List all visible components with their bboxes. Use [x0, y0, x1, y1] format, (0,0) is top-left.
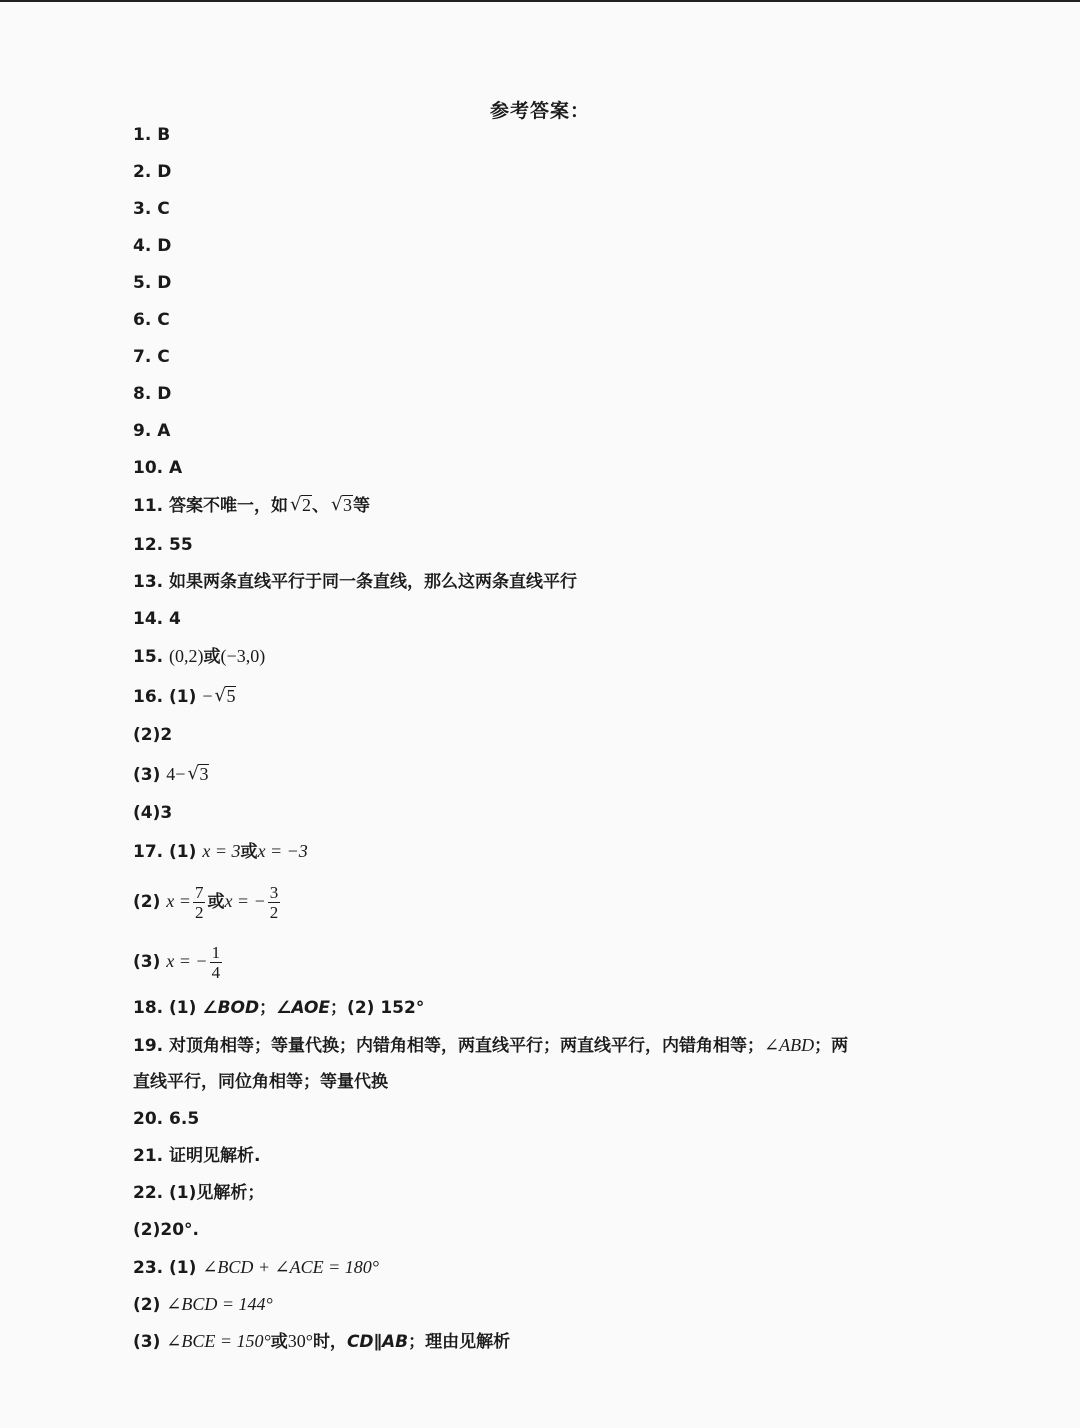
page-title: 参考答案：	[489, 100, 590, 122]
answer-6: 6. C	[133, 310, 170, 330]
answer-8: 8. D	[133, 384, 172, 404]
answer-23-1-prefix: 23. (1)	[133, 1258, 197, 1278]
answer-17-1-prefix: 17. (1)	[133, 842, 197, 862]
answer-16-3	[133, 761, 209, 788]
point-1: (0,2)	[169, 646, 204, 666]
answer-11-suffix: 等	[353, 496, 371, 516]
answer-17-2-prefix: (2)	[133, 892, 161, 912]
answer-11-prefix: 11. 答案不唯一，如	[133, 496, 289, 516]
answer-17-1	[133, 838, 308, 865]
eq-2: x = −3	[257, 841, 308, 861]
answer-13: 13. 如果两条直线平行于同一条直线，那么这两条直线平行	[133, 572, 578, 592]
fraction-7-2: $\frac{7}{2}$	[194, 882, 204, 922]
sqrt-5: √ 5	[214, 685, 236, 706]
answer-18	[133, 995, 424, 1021]
answer-23-1	[133, 1254, 379, 1281]
answer-16-1	[133, 683, 236, 710]
answer-9: 9. A	[133, 421, 171, 441]
answer-15-or: 或	[203, 647, 221, 667]
sqrt-3: √ 3	[331, 494, 353, 515]
answer-5: 5. D	[133, 273, 172, 293]
answer-16-3-prefix: (3)	[133, 765, 161, 785]
answer-16-2: (2)2	[133, 725, 173, 745]
answer-11-sep: 、	[312, 496, 330, 516]
answer-15	[133, 643, 265, 670]
answer-19-text: 19. 对顶角相等；等量代换；内错角相等，两直线平行；两直线平行，内错角相等；	[133, 1036, 765, 1056]
answer-3: 3. C	[133, 199, 170, 219]
answer-15-prefix: 15.	[133, 647, 164, 667]
answer-18-sep: ；	[259, 998, 277, 1018]
page-top-edge	[0, 0, 1080, 2]
answer-21: 21. 证明见解析.	[133, 1146, 261, 1166]
angle-bod: ∠BOD	[202, 998, 260, 1018]
lhs-3: x = −	[166, 951, 208, 971]
answer-17-2	[133, 878, 282, 925]
answer-12: 12. 55	[133, 535, 193, 555]
answer-23-3-or: 或	[270, 1332, 288, 1352]
answer-23-3	[133, 1328, 510, 1355]
answer-1: 1. B	[133, 125, 171, 145]
angle-bcd-expr: ∠BCD = 144°	[166, 1294, 273, 1314]
answer-2: 2. D	[133, 162, 172, 182]
answer-20: 20. 6.5	[133, 1109, 200, 1129]
answer-16-4: (4)3	[133, 803, 173, 823]
answer-19-line-1	[133, 1032, 848, 1059]
answer-16-3-val: 4−	[166, 764, 186, 784]
angle-sum-expr: ∠BCD + ∠ACE = 180°	[202, 1257, 379, 1277]
answer-23-2	[133, 1291, 273, 1318]
fraction-1-4: $\frac{1}{4}$	[211, 942, 221, 982]
answer-19-line-2: 直线平行，同位角相等；等量代换	[133, 1072, 388, 1092]
fraction-3-2: $\frac{3}{2}$	[269, 882, 279, 922]
answer-16-1-prefix: 16. (1)	[133, 687, 197, 707]
angle-30: 30°	[287, 1331, 313, 1351]
answer-19-suffix: ；两	[814, 1036, 849, 1056]
answer-17-2-or: 或	[207, 892, 225, 912]
eq-1: x = 3	[202, 841, 241, 861]
parallel-relation: CD∥AB	[346, 1332, 409, 1352]
answer-22-1: 22. (1)见解析；	[133, 1183, 265, 1203]
answer-23-2-prefix: (2)	[133, 1295, 161, 1315]
angle-aoe: ∠AOE	[276, 998, 331, 1018]
point-2: (−3,0)	[220, 646, 266, 666]
answer-14: 14. 4	[133, 609, 181, 629]
answer-10: 10. A	[133, 458, 183, 478]
answer-11	[133, 493, 370, 519]
answer-23-3-reason: ；理由见解析	[408, 1332, 511, 1352]
answer-18-part2: ；(2) 152°	[330, 998, 425, 1018]
answer-17-3-prefix: (3)	[133, 952, 161, 972]
answer-7: 7. C	[133, 347, 170, 367]
answer-4: 4. D	[133, 236, 172, 256]
answer-17-1-or: 或	[240, 842, 258, 862]
angle-bce-expr: ∠BCE = 150°	[166, 1331, 271, 1351]
neg-sign: −	[202, 686, 213, 706]
sqrt-3b: √ 3	[187, 763, 209, 784]
angle-abd: ∠ABD	[764, 1035, 815, 1055]
answer-22-2: (2)20°.	[133, 1220, 199, 1240]
answer-23-3-prefix: (3)	[133, 1332, 161, 1352]
lhs-2: x = −	[224, 891, 266, 911]
answer-18-prefix: 18. (1)	[133, 998, 197, 1018]
answer-17-3	[133, 938, 224, 985]
answer-23-3-when: 时，	[312, 1332, 347, 1352]
lhs-1: x =	[166, 891, 191, 911]
sqrt-2: √ 2	[290, 494, 312, 515]
